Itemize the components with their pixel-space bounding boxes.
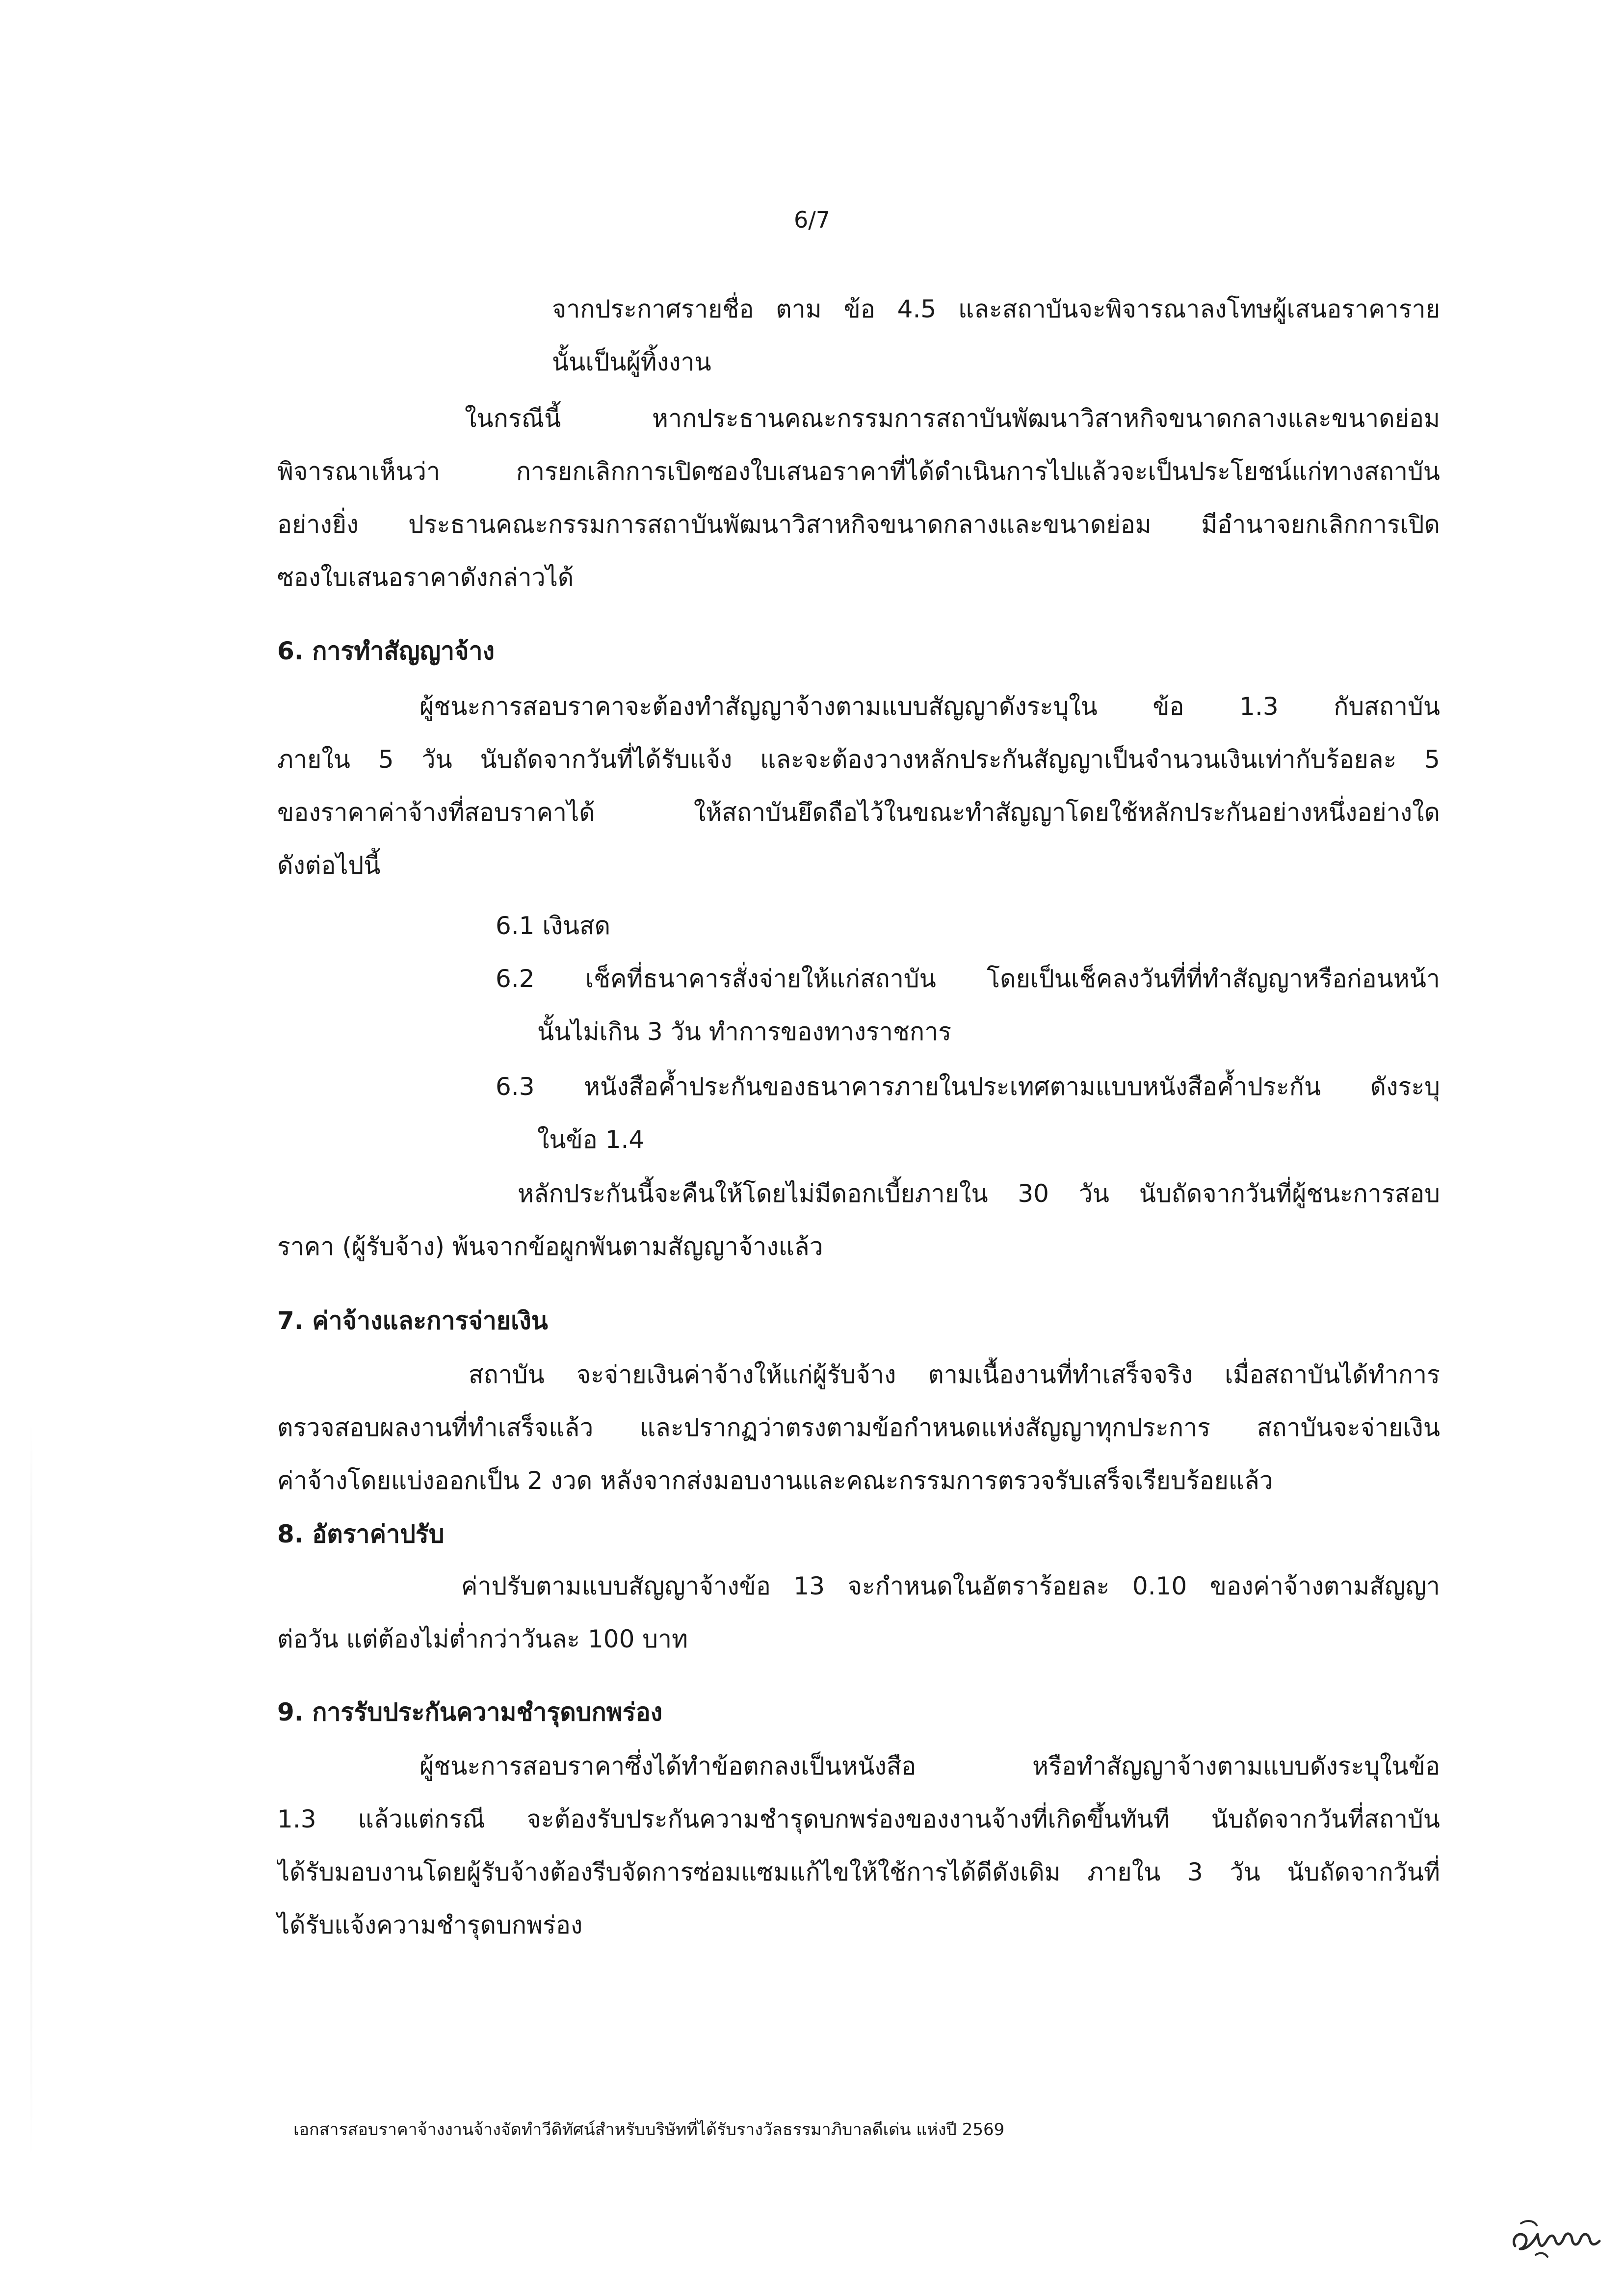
- section-heading-7: 7. ค่าจ้างและการจ่ายเงิน: [277, 1306, 548, 1335]
- text-line: หลักประกันนี้จะคืนให้โดยไม่มีดอกเบี้ยภายใน 30 วัน นับถัดจากวันที่ผู้ชนะการสอบ: [518, 1179, 1440, 1208]
- list-item-6-2: 6.2 เช็คที่ธนาคารสั่งจ่ายให้แก่สถาบัน โดยเป็นเช็คลงวันที่ที่ทำสัญญาหรือก่อนหน้า: [496, 965, 1440, 993]
- section-heading-8: 8. อัตราค่าปรับ: [277, 1520, 445, 1548]
- text-line: ภายใน 5 วัน นับถัดจากวันที่ได้รับแจ้ง และจะต้องวางหลักประกันสัญญาเป็นจำนวนเงินเท่ากับร้อยละ 5: [277, 745, 1440, 774]
- text-line: ค่าจ้างโดยแบ่งออกเป็น 2 งวด หลังจากส่งมอบงานและคณะกรรมการตรวจรับเสร็จเรียบร้อยแล้ว: [277, 1466, 1273, 1495]
- text-line: ผู้ชนะการสอบราคาซึ่งได้ทำข้อตกลงเป็นหนังสือ หรือทำสัญญาจ้างตามแบบดังระบุในข้อ: [419, 1752, 1440, 1780]
- text-line: ของราคาค่าจ้างที่สอบราคาได้ ให้สถาบันยึดถือไว้ในขณะทำสัญญาโดยใช้หลักประกันอย่างหนึ่งอย่างใด: [277, 798, 1440, 827]
- page-number: 6/7: [793, 207, 831, 233]
- text-line: ตรวจสอบผลงานที่ทำเสร็จแล้ว และปรากฏว่าตรงตามข้อกำหนดแห่งสัญญาทุกประการ สถาบันจะจ่ายเงิน: [277, 1413, 1440, 1442]
- text-line: สถาบัน จะจ่ายเงินค่าจ้างให้แก่ผู้รับจ้าง ตามเนื้องานที่ทำเสร็จจริง เมื่อสถาบันได้ทำการ: [469, 1360, 1440, 1389]
- text-line: พิจารณาเห็นว่า การยกเลิกการเปิดซองใบเสนอราคาที่ได้ดำเนินการไปแล้วจะเป็นประโยชน์แก่ทางสถาบัน: [277, 457, 1440, 486]
- text-line: ได้รับมอบงานโดยผู้รับจ้างต้องรีบจัดการซ่อมแซมแก้ไขให้ใช้การได้ดีดังเดิม ภายใน 3 วัน นับถัดจากวันที่: [277, 1858, 1440, 1886]
- text-line: ได้รับแจ้งความชำรุดบกพร่อง: [277, 1911, 583, 1939]
- text-line: ผู้ชนะการสอบราคาจะต้องทำสัญญาจ้างตามแบบสัญญาดังระบุใน ข้อ 1.3 กับสถาบัน: [419, 692, 1440, 721]
- list-item-6-3: 6.3 หนังสือค้ำประกันของธนาคารภายในประเทศตามแบบหนังสือค้ำประกัน ดังระบุ: [496, 1072, 1440, 1101]
- text-line: ในกรณีนี้ หากประธานคณะกรรมการสถาบันพัฒนาวิสาหกิจขนาดกลางและขนาดย่อม: [465, 404, 1440, 433]
- text-line: ค่าปรับตามแบบสัญญาจ้างข้อ 13 จะกำหนดในอัตราร้อยละ 0.10 ของค่าจ้างตามสัญญา: [461, 1572, 1440, 1600]
- text-line: ในข้อ 1.4: [537, 1125, 645, 1154]
- text-line: นั้นไม่เกิน 3 วัน ทำการของทางราชการ: [537, 1018, 952, 1046]
- footer-note: เอกสารสอบราคาจ้างงานจ้างจัดทำวีดิทัศน์สำหรับบริษัทที่ได้รับรางวัลธรรมาภิบาลดีเด่น แห่งปี 2569: [293, 2120, 1005, 2139]
- list-item-6-1: 6.1 เงินสด: [496, 912, 611, 940]
- text-line: จากประกาศรายชื่อ ตาม ข้อ 4.5 และสถาบันจะพิจารณาลงโทษผู้เสนอราคาราย: [552, 295, 1440, 323]
- text-line: ซองใบเสนอราคาดังกล่าวได้: [277, 563, 574, 592]
- text-line: 1.3 แล้วแต่กรณี จะต้องรับประกันความชำรุดบกพร่องของงานจ้างที่เกิดขึ้นทันที นับถัดจากวันที่สถาบัน: [277, 1805, 1440, 1833]
- text-line: นั้นเป็นผู้ทิ้งงาน: [552, 348, 711, 376]
- section-heading-9: 9. การรับประกันความชำรุดบกพร่อง: [277, 1698, 663, 1726]
- scan-edge-mark: [30, 1423, 32, 2159]
- text-line: ต่อวัน แต่ต้องไม่ต่ำกว่าวันละ 100 บาท: [277, 1625, 688, 1653]
- signature-icon: [1506, 2206, 1604, 2265]
- text-line: อย่างยิ่ง ประธานคณะกรรมการสถาบันพัฒนาวิสาหกิจขนาดกลางและขนาดย่อม มีอำนาจยกเลิกการเปิด: [277, 510, 1440, 539]
- section-heading-6: 6. การทำสัญญาจ้าง: [277, 637, 495, 665]
- text-line: ราคา (ผู้รับจ้าง) พ้นจากข้อผูกพันตามสัญญาจ้างแล้ว: [277, 1232, 823, 1261]
- text-line: ดังต่อไปนี้: [277, 851, 381, 880]
